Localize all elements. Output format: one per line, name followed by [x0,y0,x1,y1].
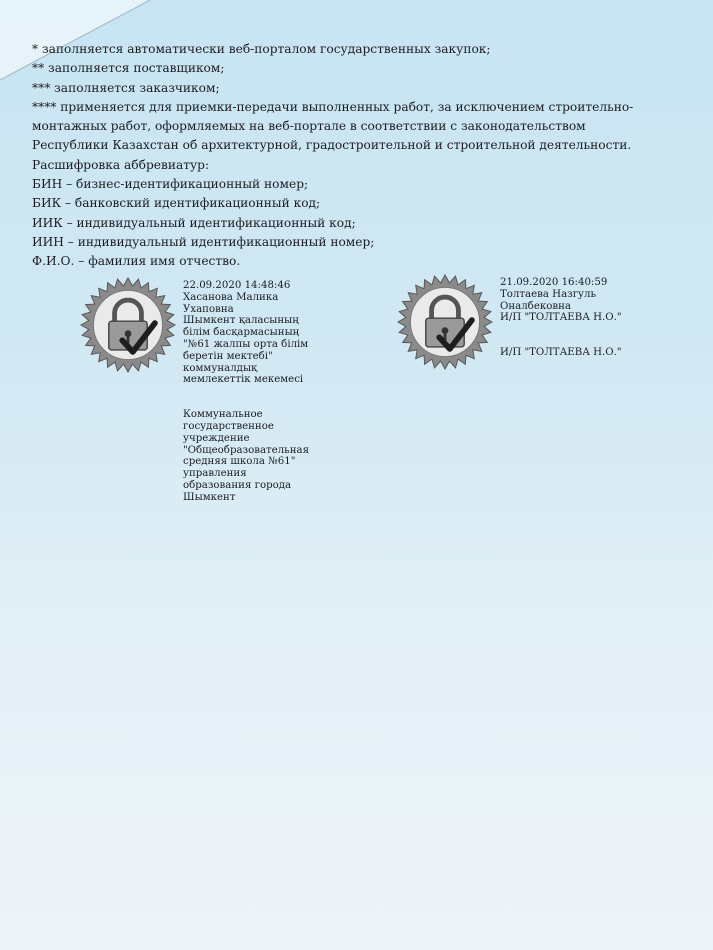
organization-ru: управления [183,468,247,480]
organization-kz: білім басқармасының [183,327,300,339]
organization-kz: коммуналдық [183,362,258,374]
signer-name: Оналбековна [500,300,571,312]
abbreviation-line: ИИК – индивидуальный идентификационный код; [32,215,356,230]
organization-ru: Шымкент [183,491,236,503]
organization-kz: мемлекеттік мекемесі [183,374,304,386]
footnotes-section [32,40,672,272]
footnote-line: * заполняется автоматически веб-порталом государственных закупок; [32,42,491,56]
lock-seal-icon [80,277,176,373]
organization-ru: И/П "ТОЛТАЕВА Н.О." [500,347,622,359]
signer-name: Ухаповна [183,303,234,315]
organization-ru: государственное [183,420,274,432]
abbreviation-line: БИК – банковский идентификационный код; [32,196,321,211]
footnote-line: монтажных работ, оформляемых на веб-портале в соответствии с законодательством [32,119,586,134]
footnote-line: Республики Казахстан об архитектурной, градостроительной и строительной деятельности. [32,138,632,153]
organization-kz: И/П "ТОЛТАЕВА Н.О." [500,312,622,324]
signature-datetime: 22.09.2020 14:48:46 [183,280,291,291]
abbreviation-line: БИН – бизнес-идентификационный номер; [32,177,309,192]
organization-kz: "№61 жалпы орта білім [183,338,309,350]
lock-seal-icon [397,274,493,370]
footnote-line: ** заполняется поставщиком; [32,61,225,76]
abbreviation-line: ИИН – индивидуальный идентификационный номер; [32,234,375,249]
organization-kz: Шымкент қаласының [183,315,299,327]
abbreviation-line: Ф.И.О. – фамилия имя отчество. [32,254,241,269]
organization-ru: Коммунальное [183,409,263,421]
signature-datetime: 21.09.2020 16:40:59 [500,277,608,288]
signer-name: Хасанова Малика [183,291,279,303]
footnote-line: **** применяется для приемки-передачи выполненных работ, за исключением строительно- [32,99,634,114]
footnote-line: *** заполняется заказчиком; [32,80,220,95]
organization-ru: учреждение [183,432,250,444]
organization-ru: образования города [183,479,292,491]
organization-kz: беретін мектебі" [183,350,273,362]
organization-ru: "Общеобразовательная [183,444,310,456]
abbreviations-heading: Расшифровка аббревиатур: [32,157,210,172]
signer-name: Толтаева Назгуль [500,288,597,300]
organization-ru: средняя школа №61" [183,456,296,468]
